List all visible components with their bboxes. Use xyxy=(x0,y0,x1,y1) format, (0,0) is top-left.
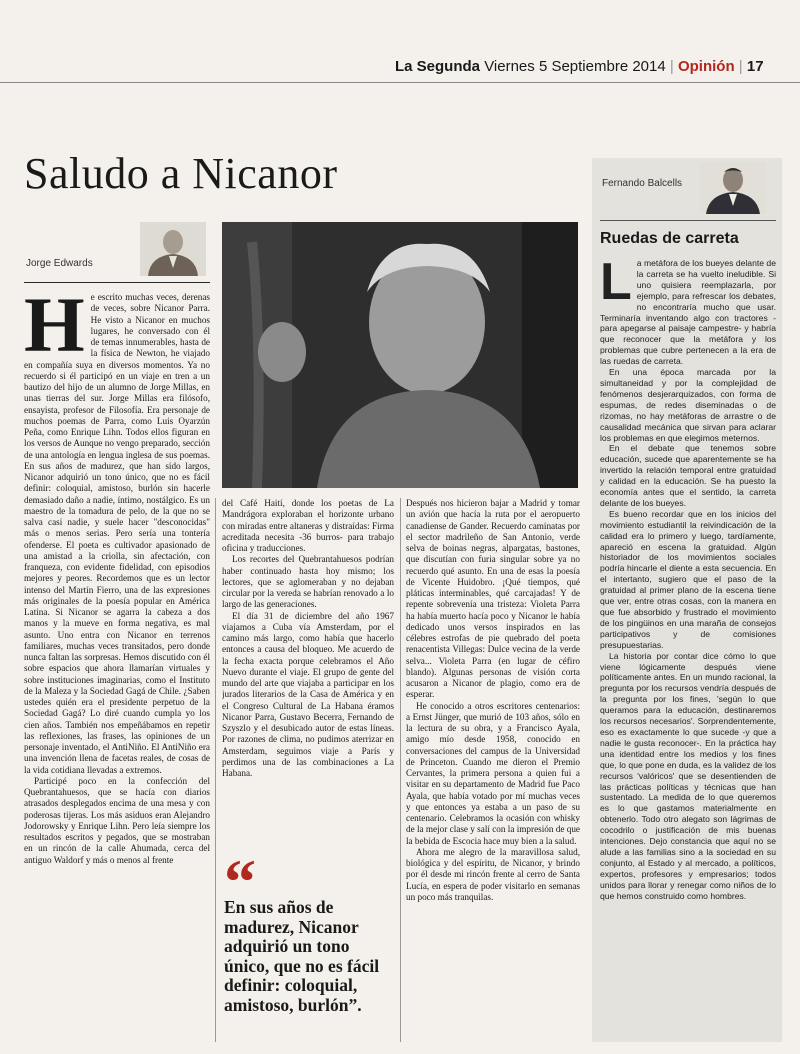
masthead-rule xyxy=(0,82,800,83)
pull-quote: En sus años de madurez, Nicanor adquirió un tono único, que no es fácil definir: coloquial, amistoso, burlón”. xyxy=(224,897,380,1015)
article-paragraph: e escrito muchas veces, derenas de veces, sobre Nicanor Parra. He visto a Nicanor en muchos lugares, he conversado con él de temas innumerables, hasta de la física de Newton, he viajado en compañía suya en diversos momentos. Ya no recuerdo si él participó en un viaje en tren a un bautizo del hijo de un alumno de Jorge Millas, en unas tierras del sur. Jorge Millas era filósofo, ensayista, profesor de Filosofía. Era personaje de muchos poemas de Parra, como Luis Oyarzún Peña, como Enrique Lihn. Todos ellos figuran en los versos de Aunque no vengo preparado, sección de una antología en lengua inglesa de sus poemas. En sus años de madurez, que han sido largos, Nicanor adquirió un tono único, que no es fácil definir: coloquial, amistoso, burlón sin hacerle demasiado daño a nadie, íntimo, nostálgico. Es un maestro de la tomadura de pelo, de la que no se salva casi nadie, y suele hacer "desconocidas" más o menos serias. Pero sería una tontería ofenderse. El poeta es cultivador apasionado de una amistad a la criolla, sin afectación, con franqueza, con evidente fidelidad, con episodios mejores y peores. Recordemos que es un lector intenso del Martín Fierro, una de las expresiones más originales de la poesía popular en América Latina. Si Nicanor se agarra la cabeza a dos manos y la mueve en forma negativa, es mal asunto. Uno entra con Nicanor en terrenos familiares, muchas veces transitados, pero donde nunca faltan las sorpresas. Hemos discutido con él sobre espacios que ahora llamarían virtuales y sobre instituciones imaginarias, como el Instituto de la Maleza y la Sociedad Gagá de Chile. ¿Saben ustedes quién era el presidente perpetuo de la Sociedad Gagá? Lo diré cuando cumpla yo los cien años. También nos empeñábamos en repetir las reflexiones, las frases, las opiniones de un personaje inventado, el AntiNiño. El AntiNiño era una invención llena de facetas reales, de cosas de la vida cotidiana llevadas a extremos. xyxy=(24,292,210,775)
sidebar-body xyxy=(600,258,776,1038)
issue-date: Viernes 5 Septiembre 2014 xyxy=(484,58,666,75)
sidebar-dropcap: L xyxy=(600,258,632,311)
page-number: 17 xyxy=(746,58,764,75)
nicanor-photo xyxy=(222,222,578,488)
article-column-1 xyxy=(24,292,210,1042)
section-name: Opinión xyxy=(677,58,735,75)
sidebar-paragraph: La historia por contar dice cómo lo que viene lógicamente después viene políticamente antes. En un mundo racional, la pregunta por los recursos vendría después de la pregunta por los fines, 'según lo que queramos para la educación, destinaremos los recursos necesarios'. Sorprendentemente, eso es exactamente lo que sucede -y que a nadie le gusta reconocer-. En la práctica hay una identidad entre los medios y los fines que, lo que pone en duda, es la validez de los recursos 'valóricos' que se desentienden de las prácticas políticas y técnicas que han sustentado. La medida de lo que queremos es lo que gastamos materialmente en obtenerlo. Todo otro alegato son lágrimas de cocodrilo o justificación de mis buenas intenciones. Dejo constancia que aquí no se alude a las familias sino a la sociedad en su conjunto, al Estado y al mercado, a políticos, expertos, profesores y empresarios; todos unidos para llorar y renegar como niños de lo que hemos construido como hombres. xyxy=(600,650,776,901)
sidebar-portrait-icon xyxy=(700,162,766,214)
column-divider xyxy=(215,498,216,1042)
sidebar-author-portrait xyxy=(700,162,766,214)
byline-rule xyxy=(24,282,210,283)
article-author: Jorge Edwards xyxy=(26,258,93,269)
article-column-3 xyxy=(406,498,580,1042)
article-paragraph: Ahora me alegro de la maravillosa salud, biológica y del espíritu, de Nicanor, y brindo por él desde mi rincón frente al cerro de Santa Lucía, en espera de poder visitarlo en semanas un poco más tranquilas. xyxy=(406,846,580,902)
sidebar-paragraph: Es bueno recordar que en los inicios del movimiento estudiantil la reivindicación de la calidad era lo primero y luego, tardíamente, apareció en escena la gratuidad. Algún historiador de los movimientos sociales podría hincarle el diente a esta secuencia. En el intertanto, sugiero que el paso de la gratuidad al primer plano de la escena tiene que ver, entre otras cosas, con la manera en que fue absorbido y frustrado el movimiento de los pingüinos en una maraña de consejos participativos y de comisiones presupuestarias. xyxy=(600,508,776,650)
sidebar-paragraph: En el debate que tenemos sobre educación, sucede que aparentemente se ha invertido la relación temporal entre gratuidad y calidad en la educación. Se ha puesto la economía antes que el sentido, la carreta delante de los bueyes. xyxy=(600,443,776,508)
nicanor-photo-icon xyxy=(222,222,578,488)
article-headline: Saludo a Nicanor xyxy=(24,149,338,198)
sidebar-paragraph: a metáfora de los bueyes delante de la carreta se ha vuelto ineludible. Si uno quisiera reemplazarla, por ejemplo, para refrescar los debates, no encontraría mucho que usar. Terminaría inventando algo con tractores -para apegarse al paisaje campestre- y habría que reconocer que la metáfora y los problemas que cubre pertenecen a la era de las ruedas de carreta. xyxy=(600,258,776,367)
article-paragraph: Después nos hicieron bajar a Madrid y tomar un avión que hacía la ruta por el aeropuerto canadiense de Gander. Recuerdo caminatas por el sector madrileño de San Antonio, verde selva de boinas negras, alpargatas, bastones, que discutían con furia singular sobre ya no recuerdo qué asunto. En una de esas la poesía de Vicente Huidobro. ¡Qué tiempos, qué pláticas interminables, qué carcajadas! Y de repente sobrevenía una tristeza: Violeta Parra ha había muerto hacía poco y Nicanor le había dedicado unos versos inspirados en las célebres estrofas de pie quebrado del poeta renacentista Villegas: Dulce vecina de la verde selva... Violeta Parra (en lugar de céfiro blando). Algunas personas de visión corta acusaron a Nicanor de plagio, como era de esperar. xyxy=(406,498,580,700)
article-paragraph: Participé poco en la confección del Quebrantahuesos, que se hacía con diarios atrasados desplegados encima de una mesa y con poderosas tijeras. Los más asiduos eran Alejandro Jodorowsky y Enrique Lihn. Pero leía siempre los resultados escritos y pegados, que se mostraban en un rincón de la calle Ahumada, cerca del antiguo Waldorf y más o menos al frente xyxy=(24,775,210,865)
sidebar-author: Fernando Balcells xyxy=(602,178,683,189)
sidebar-rule xyxy=(600,220,776,221)
pull-quote-mark: “ xyxy=(224,846,256,917)
article-paragraph: Los recortes del Quebrantahuesos podrían haber continuado hasta hoy mismo; los lectores, que se aglomeraban y no dejaban circular por la vereda se habrían renovado a lo largo de las generaciones. xyxy=(222,554,394,610)
article-paragraph: El día 31 de diciembre del año 1967 viajamos a Cuba vía Amsterdam, por el camino más largo, como había que hacerlo entonces a causa del bloqueo. Me acuerdo de la fecha exacta porque celebramos el Año Nuevo durante el viaje. El grupo de gente del mundo del arte que viajaba a participar en los jurados literarios de la Casa de América y en el Congreso Cultural de La Habana éramos Nicanor Parra, Gustavo Becerra, Fernando de Szyszlo y el desubicado autor de estas líneas. Por razones de clima, no pudimos aterrizar en Amsterdam, seguimos viaje a París y perdimos una de las combinaciones a La Habana. xyxy=(222,610,394,778)
author-portrait xyxy=(140,222,206,276)
sidebar-paragraph: En una época marcada por la simultaneidad y por la complejidad de fenómenos desjerarquizados, con forma de espumas, de redes diseminadas o de rizomas, no hay metáforas de arrastre o de causalidad mecánica que sirvan para aclarar los problemas en que elegimos meternos. xyxy=(600,367,776,443)
column-divider xyxy=(400,498,401,1042)
newspaper-name: La Segunda xyxy=(395,58,481,75)
sidebar-headline: Ruedas de carreta xyxy=(600,230,739,247)
article-paragraph: He conocido a otros escritores centenarios: a Ernst Jünger, que murió de 103 años, sólo en la lectura de su obra, y a Francisco Ayala, amigo mío desde 1958, conocido en conversaciones del campus de la Universidad de Princeton. Cuando me dieron el Premio Cervantes, la primera persona a quien fui a visitar en su departamento de Madrid fue Paco Ayala, que había votado por mí muchas veces y que entonces ya estaba a un paso de su centenario. Celebramos la ocasión con whisky de la mejor clase y salí con la impresión de que la bebida de Escocia hace muy bien a la salud. xyxy=(406,700,580,846)
article-column-2 xyxy=(222,498,394,838)
article-dropcap: H xyxy=(24,292,85,368)
author-portrait-icon xyxy=(140,222,206,276)
article-paragraph: del Café Haití, donde los poetas de La Mandrágora exploraban el horizonte urbano con miradas entre altaneras y distraídas: Firma acreditada necesita -36 burros- para trabajo oficina y traducciones. xyxy=(222,498,394,553)
masthead: La Segunda Viernes 5 Septiembre 2014 | Opinión | 17 xyxy=(395,58,764,75)
